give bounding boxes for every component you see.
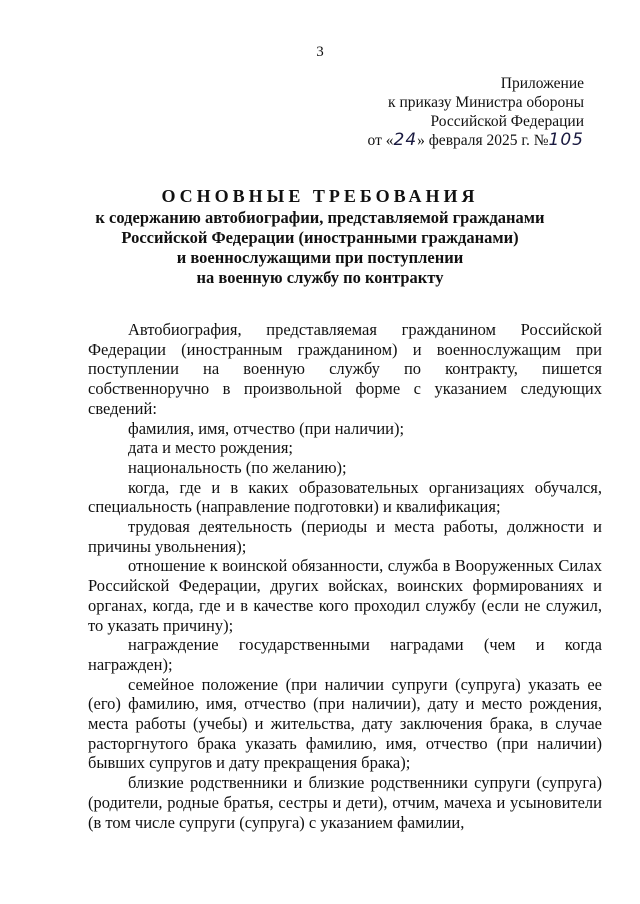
handwritten-order-number: 105 [548, 130, 584, 150]
paragraph-item: семейное положение (при наличии супруги (супруга) указать ее (его) фамилию, имя, отчество (при наличии), дату и место рождения, места работы (учебы) и жительства, дату заключения брака, в случае расторгнутого брака указать фамилию, имя, отчество (при наличии) бывших супругов и дату прекращения брака); [88, 674, 602, 773]
date-prefix: от « [367, 132, 394, 149]
title-main: ОСНОВНЫЕ ТРЕБОВАНИЯ [161, 186, 479, 206]
appendix-label: Приложение [500, 75, 584, 92]
paragraph-item: награждение государственными наградами (чем и когда награжден); [88, 635, 602, 674]
paragraph-item: национальность (по желанию); [128, 457, 347, 477]
appendix-order-ref: к приказу Министра обороны [388, 94, 584, 111]
title-line-4: на военную службу по контракту [196, 268, 444, 287]
paragraph-item: дата и место рождения; [128, 438, 294, 458]
title-line-1: к содержанию автобиографии, представляемой гражданами [95, 208, 545, 227]
title-line-2: Российской Федерации (иностранными гражданами) [121, 228, 519, 247]
date-middle: » февраля 2025 г. № [417, 132, 549, 149]
appendix-header [368, 74, 584, 150]
document-body [88, 320, 602, 832]
appendix-country: Российской Федерации [430, 113, 584, 130]
page-number: 3 [316, 44, 324, 60]
paragraph-item: близкие родственники и близкие родственники супруги (супруга) (родители, родные братья, сестры и дети), отчим, мачеха и усыновители (в том числе супруги (супруга) с указанием фамилии, [88, 773, 602, 832]
paragraph-intro: Автобиография, представляемая гражданином Российской Федерации (иностранным гражданином) и военнослужащим при поступлении на военную службу по контракту, пишется собственноручно в произвольной форме с указанием следующих сведений: [88, 320, 602, 418]
paragraph-item: когда, где и в каких образовательных организациях обучался, специальность (направление подготовки) и квалификация; [88, 477, 602, 517]
document-title [0, 184, 640, 288]
title-line-3: и военнослужащими при поступлении [176, 248, 464, 267]
paragraph-item: отношение к воинской обязанности, служба в Вооруженных Силах Российской Федерации, других войсках, воинских формированиях и органах, когда, где и в качестве кого проходил службу (если не служил, то указать причину); [88, 556, 602, 635]
handwritten-day: 24 [393, 130, 418, 150]
appendix-date-line [368, 131, 584, 150]
paragraph-item: трудовая деятельность (периоды и места работы, должности и причины увольнения); [88, 517, 602, 556]
paragraph-item: фамилия, имя, отчество (при наличии); [128, 418, 405, 438]
